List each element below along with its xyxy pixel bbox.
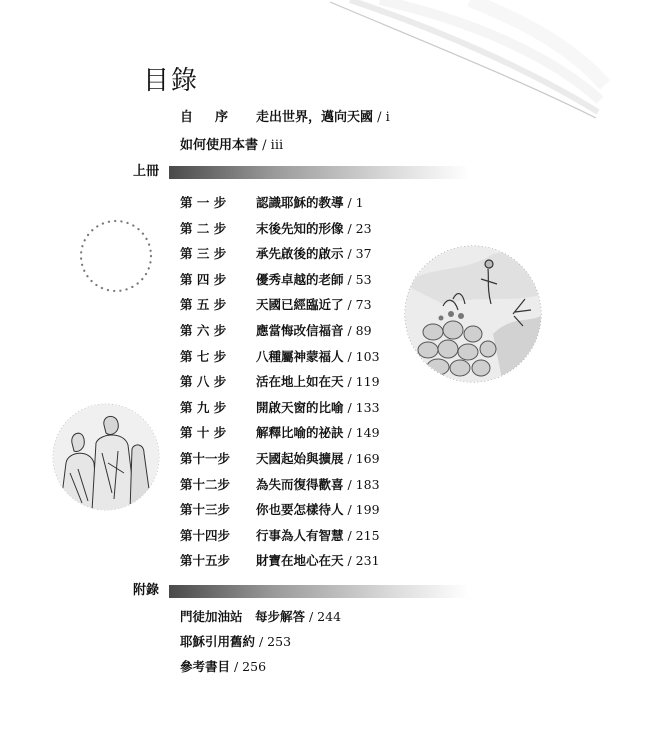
chapter-entry[interactable] xyxy=(180,369,380,395)
step-label: 第十一步 xyxy=(180,450,231,466)
chapter-entry[interactable] xyxy=(180,523,380,549)
chapter-title: 承先啟後的啟示 xyxy=(256,246,344,262)
chapter-title: 優秀卓越的老師 xyxy=(256,271,344,287)
step-label: 第 三 步 xyxy=(180,246,227,262)
chapter-title: 末後先知的形像 xyxy=(256,220,344,236)
how-to-use-entry[interactable] xyxy=(180,134,283,153)
page-number: / 37 xyxy=(343,246,372,262)
chapter-title: 財寶在地心在天 xyxy=(256,553,344,569)
chapter-title: 認識耶穌的教導 xyxy=(256,195,344,210)
chapter-title: 應當悔改信福音 xyxy=(256,322,344,338)
appendix-title: 門徒加油站 每步解答 xyxy=(180,609,306,624)
section-label: 上冊 xyxy=(133,164,163,180)
page-title: 目錄 xyxy=(143,66,200,96)
page-number: / 199 xyxy=(343,502,380,518)
appendix-entry[interactable] xyxy=(180,654,341,679)
chapter-title: 開啟天窗的比喻 xyxy=(256,399,344,415)
page-number: / 73 xyxy=(343,297,372,313)
chapter-title: 天國已經臨近了 xyxy=(256,297,344,313)
step-label: 第 八 步 xyxy=(180,374,227,390)
page-number: / 103 xyxy=(343,348,380,364)
chapter-title: 行事為人有智慧 xyxy=(256,527,344,543)
page-number: / 23 xyxy=(343,220,372,236)
how-to-use-label: 如何使用本書 xyxy=(180,138,259,153)
section-bar-gradient xyxy=(169,166,469,179)
page-number: / 89 xyxy=(343,322,372,338)
appendix-title: 耶穌引用舊約 xyxy=(180,634,256,649)
chapter-title: 為失而復得歡喜 xyxy=(256,476,344,492)
chapter-title: 活在地上如在天 xyxy=(256,374,344,390)
page-number: / 169 xyxy=(343,450,380,466)
appendix-list xyxy=(180,604,341,679)
page-number: / 53 xyxy=(343,271,372,287)
step-label: 第十二步 xyxy=(180,476,231,492)
page-number: / 215 xyxy=(343,527,380,543)
step-label: 第 二 步 xyxy=(180,220,227,236)
step-label: 第 十 步 xyxy=(180,425,227,441)
appendix-entry[interactable] xyxy=(180,629,341,654)
section-header-appendix xyxy=(133,583,473,599)
page-number: / 119 xyxy=(343,374,380,390)
page-number: / i xyxy=(373,110,390,125)
chapter-entry[interactable] xyxy=(180,344,380,370)
step-label: 第十四步 xyxy=(180,527,231,543)
chapter-title: 解釋比喻的祕訣 xyxy=(256,425,344,441)
chapter-entry[interactable] xyxy=(180,472,380,498)
preface-title: 走出世界，邁向天國 xyxy=(256,110,374,125)
page-number: / 133 xyxy=(343,399,380,415)
chapter-entry[interactable] xyxy=(180,420,380,446)
step-label: 第 七 步 xyxy=(180,348,227,364)
chapter-entry[interactable] xyxy=(180,446,380,472)
page-number: / 256 xyxy=(230,659,267,674)
circular-illustration-left xyxy=(52,403,160,511)
step-label: 第 九 步 xyxy=(180,399,227,415)
appendix-title: 參考書目 xyxy=(180,659,231,674)
chapter-entry[interactable] xyxy=(180,267,380,293)
preface-label: 自 序 xyxy=(180,110,229,125)
chapter-entry[interactable] xyxy=(180,497,380,523)
circular-illustration-right xyxy=(403,244,543,384)
chapter-title: 你也要怎樣待人 xyxy=(256,502,344,518)
chapter-entry[interactable] xyxy=(180,241,380,267)
chapter-title: 八種屬神蒙福人 xyxy=(256,348,344,364)
page-number: / 231 xyxy=(343,553,380,569)
page-number: / 253 xyxy=(255,634,292,649)
page-number: / 149 xyxy=(343,425,380,441)
section-bar-gradient xyxy=(169,585,469,598)
page-number: / 1 xyxy=(343,195,364,210)
step-label: 第 一 步 xyxy=(180,195,227,210)
chapter-list xyxy=(180,190,380,574)
chapter-entry[interactable] xyxy=(180,292,380,318)
section-header-volume1 xyxy=(133,164,473,180)
chapter-entry[interactable] xyxy=(180,548,380,574)
step-label: 第 六 步 xyxy=(180,322,227,338)
page-number: / 244 xyxy=(305,609,342,624)
step-label: 第 五 步 xyxy=(180,297,227,313)
decorative-swoosh xyxy=(0,0,650,160)
appendix-entry[interactable] xyxy=(180,604,341,629)
step-label: 第 四 步 xyxy=(180,271,227,287)
page-number: / 183 xyxy=(343,476,380,492)
step-label: 第十三步 xyxy=(180,502,231,518)
chapter-entry[interactable] xyxy=(180,190,380,216)
preface-entry[interactable] xyxy=(180,106,390,125)
chapter-entry[interactable] xyxy=(180,216,380,242)
chapter-entry[interactable] xyxy=(180,318,380,344)
dotted-circle-ornament xyxy=(78,218,154,294)
step-label: 第十五步 xyxy=(180,553,231,569)
chapter-title: 天國起始與擴展 xyxy=(256,450,344,466)
section-label: 附錄 xyxy=(133,583,163,599)
page-number: / iii xyxy=(258,138,284,153)
chapter-entry[interactable] xyxy=(180,395,380,421)
